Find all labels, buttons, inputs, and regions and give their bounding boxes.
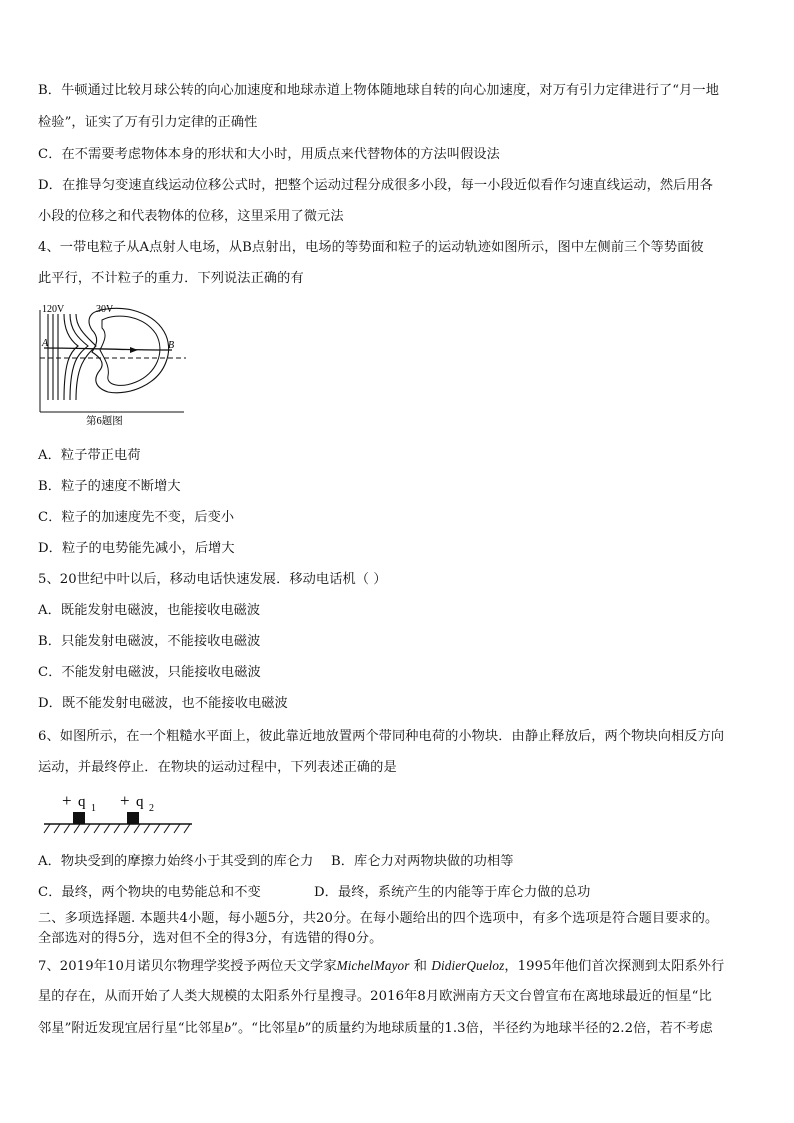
label-120v: 120V (42, 304, 65, 315)
q4-option-d: D．粒子的电势能先减小，后增大 (38, 541, 235, 556)
q4-stem-line2: 此平行，不计粒子的重力．下列说法正确的有 (38, 271, 304, 286)
q5-stem: 5、20世纪中叶以后，移动电话快速发展．移动电话机（ ） (38, 572, 387, 587)
q5-option-a: A．既能发射电磁波，也能接收电磁波 (38, 603, 261, 618)
q3-option-d-line1: D．在推导匀变速直线运动位移公式时，把整个运动过程分成很多小段，每一小段近似看作匀速直线运动，然后用各 (38, 178, 714, 193)
q6-figure (40, 786, 200, 838)
q7-line1-part-a: 7、2019年10月诺贝尔物理学奖授予两位天文学家 (38, 959, 337, 974)
q3-option-b-line1: B．牛顿通过比较月球公转的向心加速度和地球赤道上物体随地球自转的向心加速度，对万有引力定律进行了“月一地 (38, 83, 720, 98)
equipotential-curve-1 (64, 314, 78, 400)
q7-line1 (38, 957, 724, 976)
q4-option-c: C．粒子的加速度先不变，后变小 (38, 510, 235, 525)
q4-option-a: A．粒子带正电荷 (38, 448, 141, 463)
equipotential-loop-inner (100, 316, 160, 385)
equipotential-diagram (34, 300, 194, 430)
q4-figure (34, 300, 194, 430)
q7-line2: 星的存在，从而开始了人类大规模的太阳系外行星搜寻。2016年8月欧洲南方天文台曾宣布在离地球最近的恒星“比 (38, 989, 712, 1004)
q3-option-c: C．在不需要考虑物体本身的形状和大小时，用质点来代替物体的方法叫假设法 (38, 147, 500, 162)
q7-line1-part-b: 和 (409, 959, 432, 974)
particle-trajectory (44, 348, 172, 350)
equipotential-curve-3 (76, 314, 96, 400)
section2-header-line2: 全部选对的得5分，选对但不全的得3分，有选错的得0分。 (38, 931, 383, 946)
q7-line3-part-e: ”的质量约为地球质量的1.3倍，半径约为地球半径的2.2倍，若不考虑 (304, 1021, 713, 1036)
q6-option-d: D．最终，系统产生的内能等于库仑力做的总功 (314, 885, 591, 900)
q4-stem-line1: 4、一带电粒子从A点射人电场，从B点射出，电场的等势面和粒子的运动轨迹如图所示，图中左侧前三个等势面彼 (38, 240, 704, 255)
q4-option-b: B．粒子的速度不断增大 (38, 479, 181, 494)
label-30v: 30V (96, 304, 114, 315)
q6-option-c: C．最终，两个物块的电势能总和不变 (38, 885, 261, 900)
q2-subscript: 2 (149, 803, 154, 814)
q1-plus: + (62, 791, 72, 810)
q7-line3-part-c: ”。“比邻星 (231, 1021, 298, 1036)
section2-header-line1: 二、多项选择题. 本题共4小题，每小题5分，共20分。在每小题给出的四个选项中，有多个选项是符合题目要求的。 (38, 911, 719, 926)
q7-line3-part-a: 邻星”附近发现宜居行星“比邻星 (38, 1021, 225, 1036)
q7-line3-b1: b (224, 1020, 232, 1035)
q6-option-ab: A．物块受到的摩擦力始终小于其受到的库仑力 B．库仑力对两物块做的功相等 (38, 854, 514, 869)
q3-option-b-line2: 检验”，证实了万有引力定律的正确性 (38, 115, 258, 130)
label-point-b: B (168, 340, 175, 351)
q3-option-d-line2: 小段的位移之和代表物体的位移，这里采用了微元法 (38, 209, 344, 224)
q6-stem-line2: 运动，并最终停止．在物块的运动过程中，下列表述正确的是 (38, 760, 397, 775)
q2-letter: q (136, 794, 144, 810)
q6-stem-line1: 6、如图所示，在一个粗糙水平面上，彼此靠近地放置两个带同种电荷的小物块．由静止释放后，两个物块向相反方向 (38, 729, 725, 744)
label-point-a: A (42, 338, 49, 349)
q7-line3 (38, 1019, 713, 1038)
figure-caption: 第6题图 (86, 416, 123, 427)
q2-plus: + (120, 791, 130, 810)
trajectory-arrow-icon (130, 347, 138, 353)
block-q1 (73, 812, 85, 824)
q5-option-c: C．不能发射电磁波，只能接收电磁波 (38, 665, 261, 680)
q5-option-d: D．既不能发射电磁波，也不能接收电磁波 (38, 696, 288, 711)
block-q2 (127, 812, 139, 824)
q1-letter: q (78, 794, 86, 810)
q7-line3-b2: b (297, 1020, 305, 1035)
q7-name-mayor: MichelMayor (336, 958, 410, 973)
surface-hatching (44, 824, 190, 833)
q1-subscript: 1 (91, 803, 96, 814)
q5-option-b: B．只能发射电磁波，不能接收电磁波 (38, 634, 261, 649)
q7-line1-part-c: ，1995年他们首次探测到太阳系外行 (504, 959, 725, 974)
q7-name-queloz: DidierQueloz (431, 958, 505, 973)
two-blocks-diagram (40, 786, 200, 838)
